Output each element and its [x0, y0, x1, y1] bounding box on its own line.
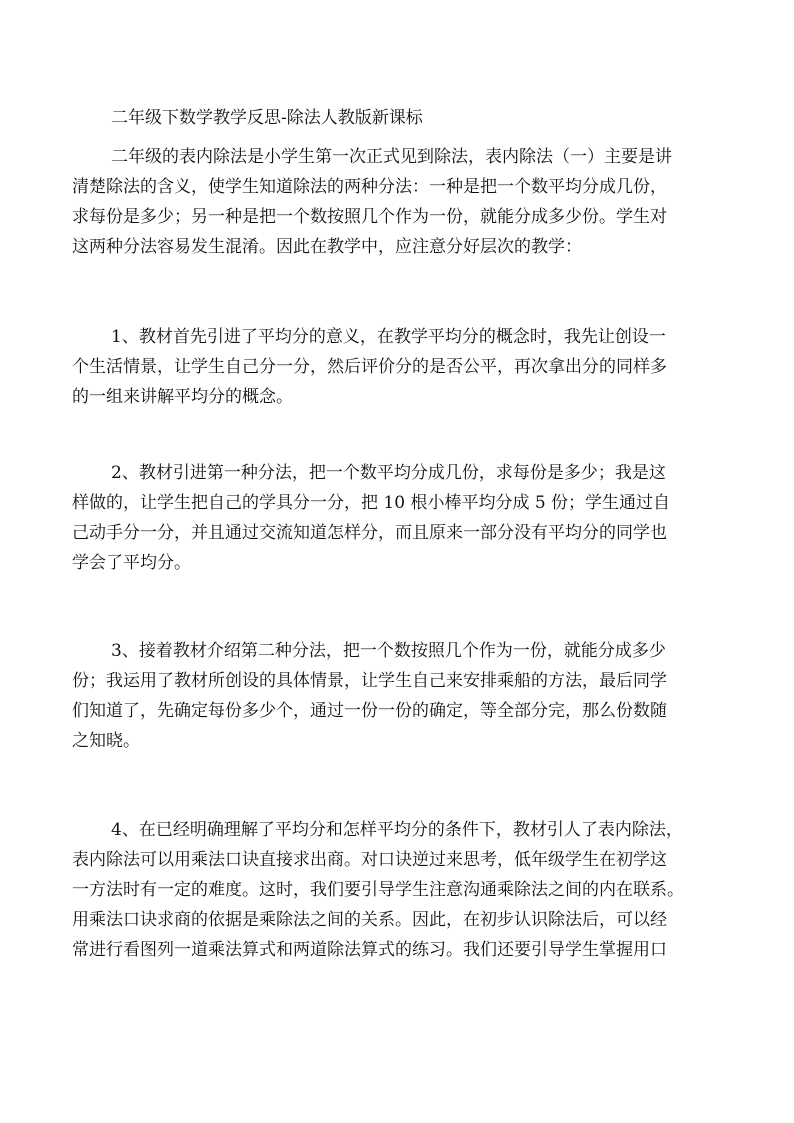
paragraph-3: [72, 636, 722, 756]
paragraph-line: 这两种分法容易发生混淆。因此在教学中，应注意分好层次的教学：: [72, 237, 582, 257]
paragraph-line: 二年级的表内除法是小学生第一次正式见到除法，表内除法（一）主要是讲: [111, 147, 672, 167]
paragraph-line: 学会了平均分。: [72, 553, 191, 573]
paragraph-line: 的一组来讲解平均分的概念。: [72, 387, 293, 407]
paragraph-1: [72, 322, 722, 412]
paragraph-line: 己动手分一分，并且通过交流知道怎样分，而且原来一部分没有平均分的同学也: [72, 523, 667, 543]
paragraph-line: 2、教材引进第一种分法，把一个数平均分成几份，求每份是多少；我是这: [111, 463, 666, 483]
document-title: 二年级下数学教学反思-除法人教版新课标: [111, 108, 423, 128]
paragraph-line: 表内除法可以用乘法口诀直接求出商。对口诀逆过来思考，低年级学生在初学这: [72, 850, 667, 870]
paragraph-line: 1、教材首先引进了平均分的意义，在教学平均分的概念时，我先让创设一: [111, 327, 666, 347]
paragraph-line: 用乘法口诀求商的依据是乘除法之间的关系。因此，在初步认识除法后，可以经: [72, 910, 667, 930]
document-title-block: [72, 103, 722, 133]
paragraph-line: 4、在已经明确理解了平均分和怎样平均分的条件下，教材引人了表内除法，: [111, 820, 683, 840]
paragraph-line: 一方法时有一定的难度。这时，我们要引导学生注意沟通乘除法之间的内在联系。: [72, 880, 684, 900]
paragraph-line: 样做的，让学生把自己的学具分一分，把 10 根小棒平均分成 5 份；学生通过自: [72, 493, 671, 513]
paragraph-line: 常进行看图列一道乘法算式和两道除法算式的练习。我们还要引导学生掌握用口: [72, 940, 667, 960]
paragraph-line: 求每份是多少；另一种是把一个数按照几个作为一份，就能分成多少份。学生对: [72, 207, 667, 227]
paragraph-line: 个生活情景，让学生自己分一分，然后评价分的是否公平，再次拿出分的同样多: [72, 357, 667, 377]
paragraph-line: 清楚除法的含义，使学生知道除法的两种分法：一种是把一个数平均分成几份，: [72, 177, 667, 197]
paragraph-4: [72, 815, 722, 965]
paragraph-2: [72, 458, 722, 578]
intro-paragraph: [72, 142, 722, 262]
paragraph-line: 之知晓。: [72, 731, 140, 751]
paragraph-line: 们知道了，先确定每份多少个，通过一份一份的确定，等全部分完，那么份数随: [72, 701, 667, 721]
paragraph-line: 份；我运用了教材所创设的具体情景，让学生自己来安排乘船的方法，最后同学: [72, 671, 667, 691]
paragraph-line: 3、接着教材介绍第二种分法，把一个数按照几个作为一份，就能分成多少: [111, 641, 666, 661]
